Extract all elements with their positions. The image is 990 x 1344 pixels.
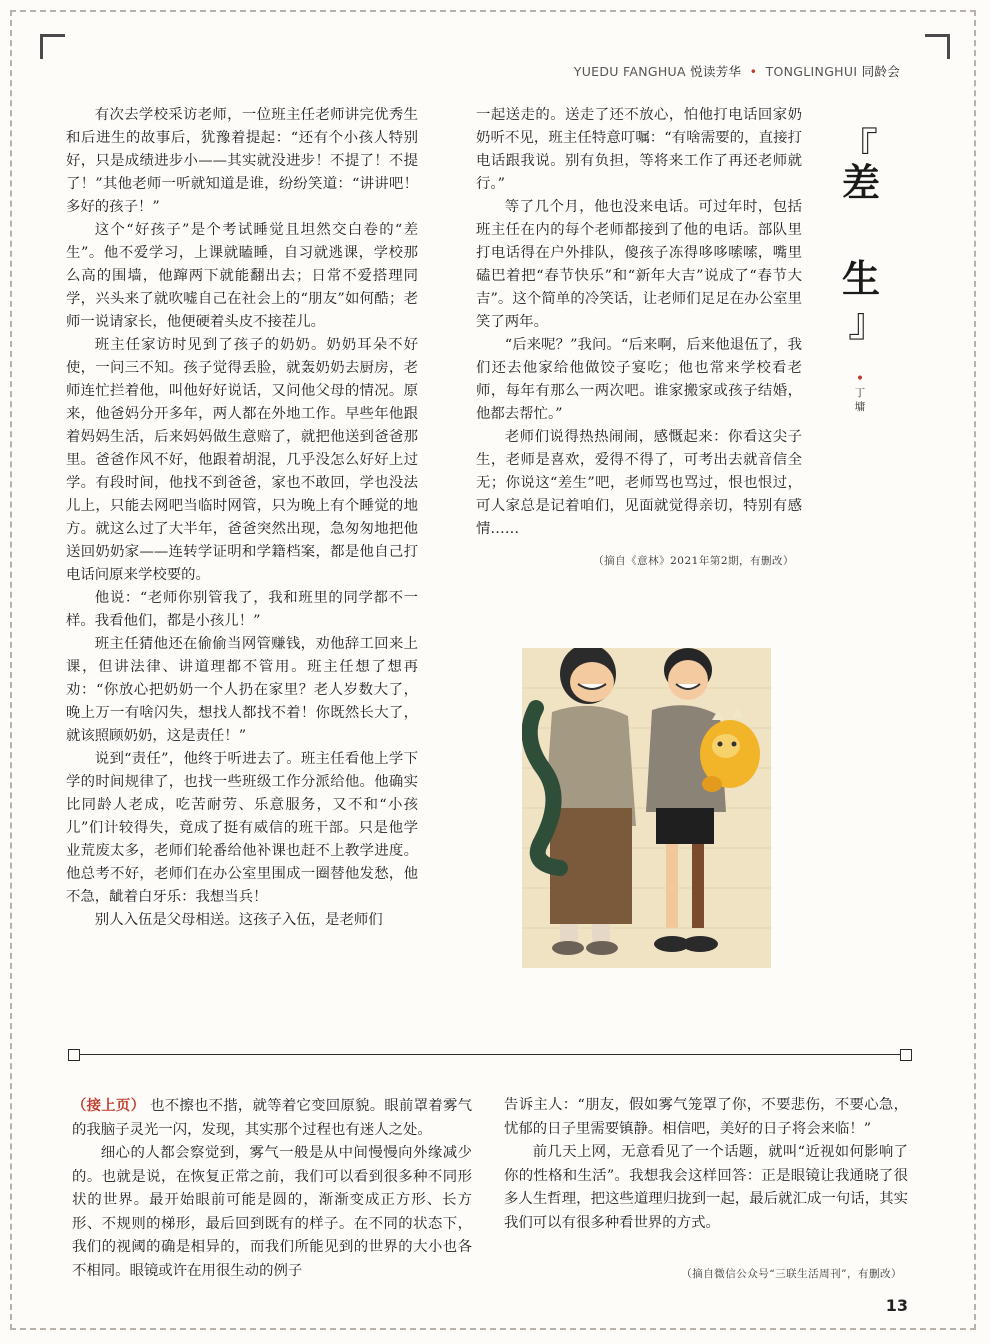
continued-label: （接上页） [72, 1097, 146, 1114]
author-char-2: 墉 [854, 401, 866, 413]
paragraph: 别人入伍是父母相送。这孩子入伍，是老师们 [94, 912, 383, 928]
corner-mark [40, 34, 65, 59]
title-char-1: 差 [842, 160, 881, 205]
running-header [574, 62, 900, 80]
article-column-2 [476, 104, 802, 541]
illustration [522, 648, 771, 968]
header-latin-1: YUEDU FANGHUA [573, 64, 686, 79]
header-section-1: 悦读芳华 [690, 64, 742, 79]
corner-mark [925, 34, 950, 59]
header-section-2: 同龄会 [861, 64, 900, 79]
paragraph: 等了几个月，他也没来电话。可过年时，包括班主任在内的每个老师都接到了他的电话。部队里打电话得在户外排队，傻孩子冻得哆哆嗦嗦，嘴里磕巴着把“春节快乐”和“新年大吉”说成了“春节大吉”。这个简单的冷笑话，让老师们足足在办公室里笑了两年。 [476, 199, 802, 330]
paragraph-text: 也不擦也不揩，就等着它变回原貌。眼前罩着雾气的我脑子灵光一闪，发现，其实那个过程也有迷人之处。 [72, 1098, 472, 1138]
paragraph: 老师们说得热热闹闹，感慨起来：你看这尖子生，老师是喜欢，爱得不得了，可考出去就音信全无；你说这“差生”吧，老师骂也骂过，恨也恨过，可人家总是记着咱们，见面就觉得亲切，特别有感情…… [476, 429, 802, 537]
section-divider [70, 1048, 910, 1062]
paragraph: 细心的人都会察觉到，雾气一般是从中间慢慢向外缘减少的。也就是说，在恢复正常之前，我们可以看到很多种不同形状的世界。最开始眼前可能是圆的，渐渐变成正方形、长方形、不规则的梯形，最后回到既有的样子。在不同的状态下，我们的视阈的确是相异的，而我们所能见到的世界的大小也各不相同。眼镜或许在用很生动的例子 [72, 1145, 472, 1279]
article-column-1 [66, 104, 418, 932]
paragraph: 有次去学校采访老师，一位班主任老师讲完优秀生和后进生的故事后，犹豫着提起：“还有个小孩人特别好，只是成绩进步小——其实就没进步！不提了！不提了！”其他老师一听就知道是谁，纷纷笑道：“讲讲吧！多好的孩子！” [66, 107, 418, 215]
paragraph: “后来呢？”我问。“后来啊，后来他退伍了，我们还去他家给他做饺子宴吃；他也常来学校看老师，每年有那么一两次吧。谁家搬家或孩子结婚，他都去帮忙。” [476, 337, 802, 422]
author-byline [854, 372, 866, 414]
continued-column-2 [504, 1094, 908, 1235]
header-latin-2: TONGLINGHUI [765, 64, 858, 79]
author-char-1: 丁 [854, 387, 866, 399]
source-citation-2: （摘自微信公众号“三联生活周刊”，有删改） [681, 1268, 902, 1280]
source-citation: （摘自《意林》2021年第2期，有删改） [593, 555, 794, 567]
paragraph: 说到“责任”，他终于听进去了。班主任看他上学下学的时间规律了，也找一些班级工作分派给他。他确实比同龄人老成，吃苦耐劳、乐意服务，又不和“小孩儿”们计较得失，竟成了挺有威信的班干部。只是他学业荒废太多，老师们轮番给他补课也赶不上教学进度。他总考不好，老师们在办公室里围成一圈替他发愁，他不急，龇着白牙乐：我想当兵！ [66, 751, 418, 905]
paragraph: 这个“好孩子”是个考试睡觉且坦然交白卷的“差生”。他不爱学习，上课就瞌睡，自习就逃课，学校那么高的围墙，他蹿两下就能翻出去；日常不爱搭理同学，兴头来了就吹嘘自己在社会上的“朋友”如何酷；老师一说请家长，他便硬着头皮不接茬儿。 [66, 222, 418, 330]
continued-column-1 [72, 1094, 472, 1283]
header-separator: • [749, 64, 758, 79]
paragraph [72, 1094, 472, 1142]
divider-cap-right [900, 1049, 912, 1061]
article-title [836, 125, 888, 346]
author-dot: • [855, 371, 865, 387]
divider-cap-left [68, 1049, 80, 1061]
divider-line [70, 1054, 910, 1055]
illustration-two-boys [522, 648, 771, 968]
paragraph: 一起送走的。送走了还不放心，怕他打电话回家奶奶听不见，班主任特意叮嘱：“有啥需要的，直接打电话跟我说。别有负担，等将来工作了再还老师就行。” [476, 107, 802, 192]
title-char-2: 生 [842, 256, 881, 301]
title-close-bracket: 』 [848, 300, 888, 346]
paragraph: 他说：“老师你别管我了，我和班里的同学都不一样。我看他们，都是小孩儿！” [66, 590, 418, 629]
paragraph: 班主任猜他还在偷偷当网管赚钱，劝他辞工回来上课，但讲法律、讲道理都不管用。班主任想了想再劝：“你放心把奶奶一个人扔在家里？老人岁数大了，晚上万一有啥闪失，想找人都找不着！你既然长大了，就该照顾奶奶，这是责任！” [66, 636, 418, 744]
title-open-bracket: 『 [838, 125, 878, 171]
page-number: 13 [885, 1296, 908, 1315]
paragraph: 告诉主人：“朋友，假如雾气笼罩了你，不要悲伤，不要心急，忧郁的日子里需要镇静。相信吧，美好的日子将会来临！” [504, 1097, 908, 1137]
paragraph: 前几天上网，无意看见了一个话题，就叫“近视如何影响了你的性格和生活”。我想我会这样回答：正是眼镜让我通晓了很多人生哲理，把这些道理归拢到一起，最后就汇成一句话，其实我们可以有很多种看世界的方式。 [504, 1144, 908, 1231]
paragraph: 班主任家访时见到了孩子的奶奶。奶奶耳朵不好使，一问三不知。孩子觉得丢脸，就轰奶奶去厨房，老师连忙拦着他，叫他好好说话，又问他父母的情况。原来，他爸妈分开多年，两人都在外地工作。早些年他跟着妈妈生活，后来妈妈做生意赔了，就把他送到爸爸那里。爸爸作风不好，他跟着胡混，几乎没怎么好好上过学。有段时间，他找不到爸爸，家也不敢回，学也没法儿上，只能去网吧当临时网管，只为晚上有个睡觉的地方。就这么过了大半年，爸爸突然出现，急匆匆地把他送回奶奶家——连转学证明和学籍档案，都是他自己打电话问原来学校要的。 [66, 337, 418, 583]
